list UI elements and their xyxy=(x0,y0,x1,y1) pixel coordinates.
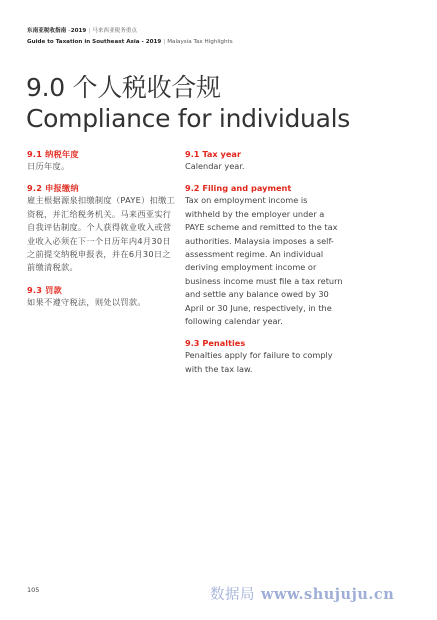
watermark xyxy=(210,583,394,604)
section-body-tax-year-en: Calendar year. xyxy=(185,161,245,171)
header-separator: | xyxy=(88,28,91,34)
section-heading-filing-cn: 9.2 申报缴纳 xyxy=(27,183,79,194)
section-heading-penalties-cn: 9.3 罚款 xyxy=(27,284,62,295)
header-cn-subtitle: 马来西亚税务重点 xyxy=(92,28,137,34)
section-body-tax-year-cn: 日历年度。 xyxy=(27,161,70,171)
header-separator: | xyxy=(163,39,166,45)
header-cn-title: 东南亚税收指南 xyxy=(27,28,67,34)
section-heading-tax-year-en: 9.1 Tax year xyxy=(185,149,241,159)
running-header xyxy=(27,26,233,48)
section-body-penalties-en: Penalties apply for failure to comply with the tax law. xyxy=(185,350,333,374)
header-en-subtitle: Malaysia Tax Highlights xyxy=(167,39,233,45)
section-body-filing-cn: 雇主根据源泉扣缴制度（PAYE）扣缴工资税，并汇给税务机关。马来西亚实行自我评估制度。个人获得就业收入或营业收入必须在下一个日历年内4月30日之前提交纳税申报表，并在6月30日之前缴清税款。 xyxy=(27,195,176,273)
page-title-cn: 9.0 个人税收合规 xyxy=(26,73,221,102)
section-heading-penalties-en: 9.3 Penalties xyxy=(185,338,246,349)
header-line-cn xyxy=(27,26,233,37)
header-year: 2019 xyxy=(70,28,87,34)
section-body-filing-en: Tax on employment income is withheld by the employer under a PAYE scheme and remitted to the tax authorities. Malaysia imposes a self- assessment regime. An individual deriving employment income or business income must file a tax return and settle any balance owed by 30 April or 30 June, respectively, in the following calendar year. xyxy=(185,195,343,327)
section-body-penalties-cn: 如果不遵守税法，则处以罚款。 xyxy=(27,296,146,307)
watermark-cn: 数据局 xyxy=(210,587,255,603)
page-number: 105 xyxy=(27,586,40,594)
english-column xyxy=(185,148,345,385)
page-title xyxy=(26,72,350,134)
header-en-title: Guide to Taxation in Southeast Asia - 2019 xyxy=(27,39,162,45)
header-dash: – xyxy=(66,28,71,34)
watermark-url: www.shujuju.cn xyxy=(261,586,395,603)
chinese-column xyxy=(27,148,177,318)
page-title-en: Compliance for individuals xyxy=(26,104,350,133)
header-line-en xyxy=(27,37,233,48)
section-heading-tax-year-cn: 9.1 纳税年度 xyxy=(27,149,79,159)
section-heading-filing-en: 9.2 Filing and payment xyxy=(185,183,292,194)
